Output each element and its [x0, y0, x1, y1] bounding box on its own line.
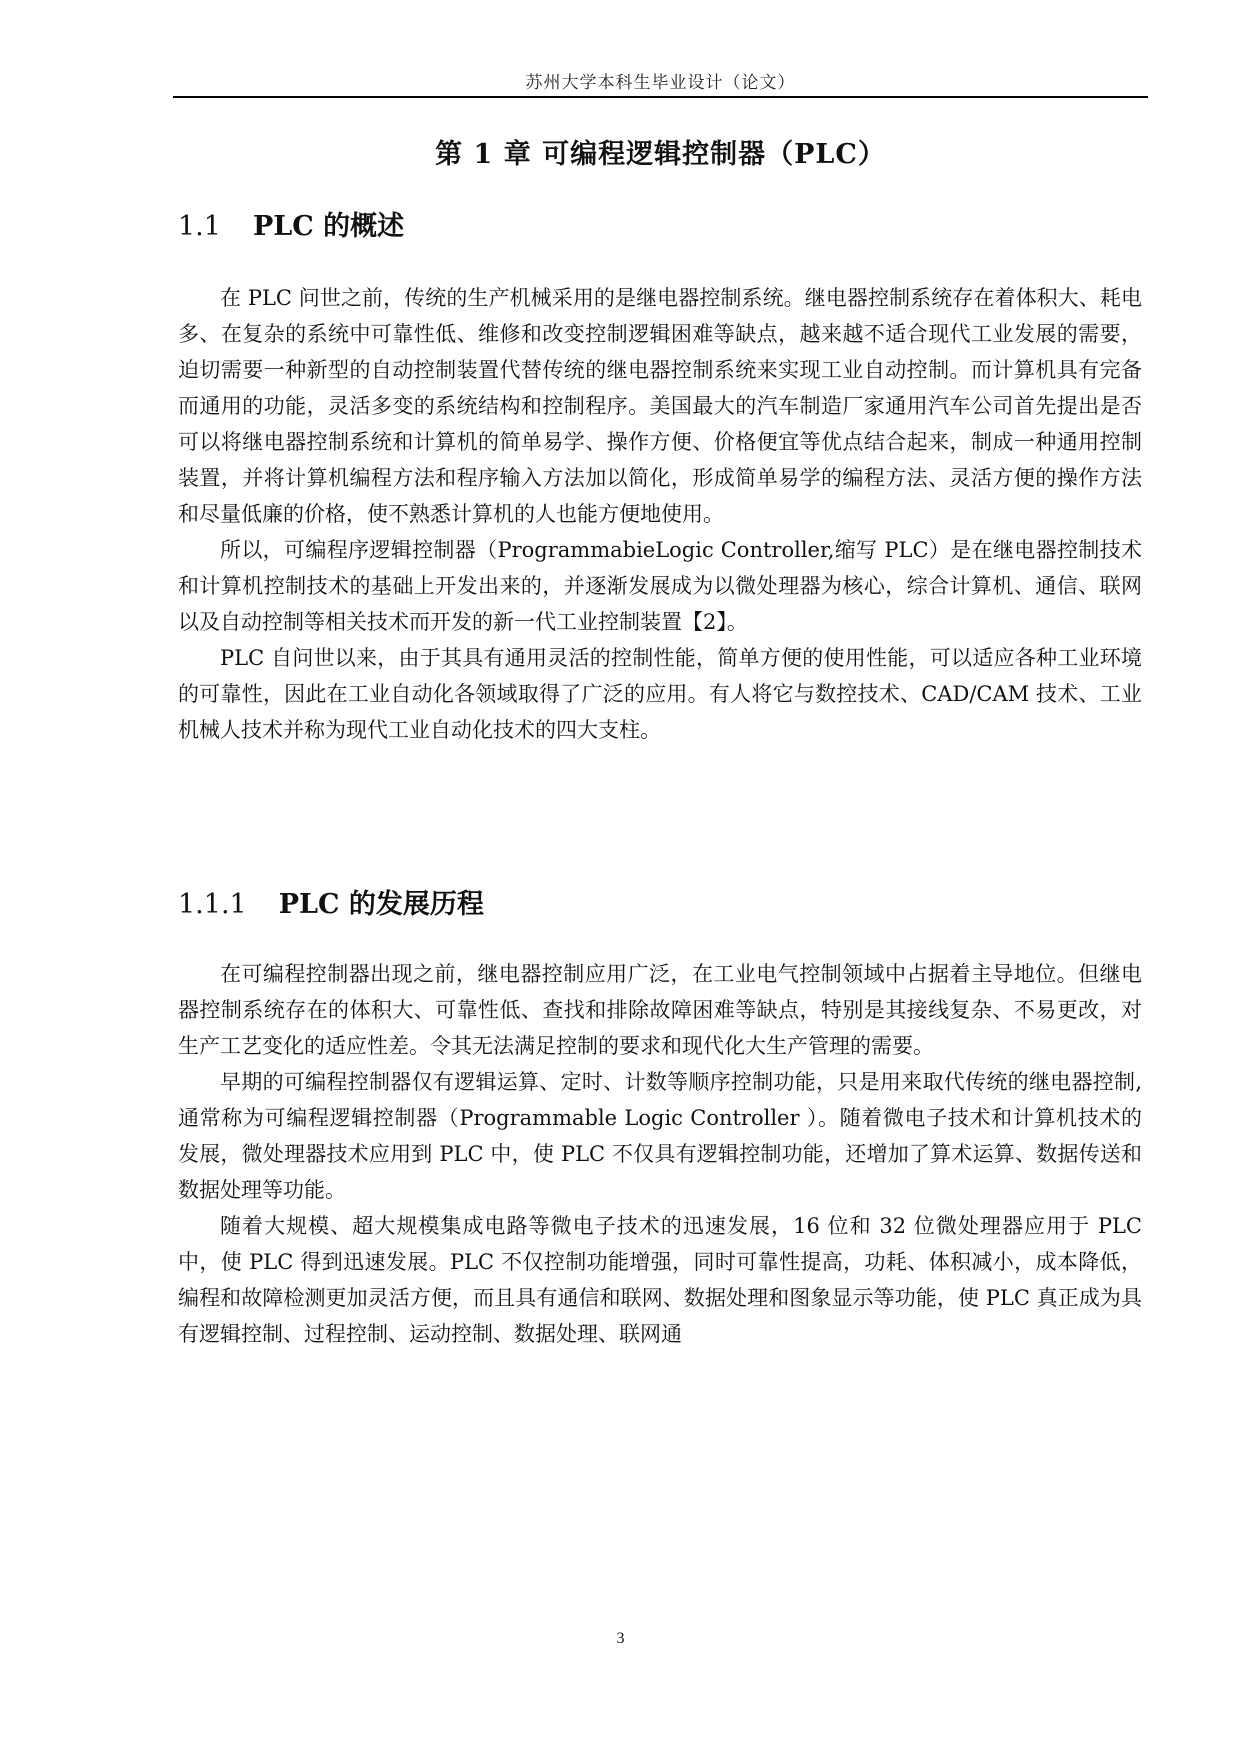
paragraph: 所以，可编程序逻辑控制器（ProgrammabieLogic Controller,缩写 PLC）是在继电器控制技术和计算机控制技术的基础上开发出来的，并逐渐发展成为以微处理器为核心，综合计算机、通信、联网以及自动控制等相关技术而开发的新一代工业控制装置【2】。: [178, 538, 1142, 634]
section-number: 1.1: [178, 211, 221, 242]
section-1-1-body: [178, 280, 1142, 748]
section-heading-1-1-1: [178, 882, 484, 921]
page-number: 3: [616, 1630, 625, 1647]
section-title: PLC 的发展历程: [278, 889, 484, 920]
section-1-1-1-body: [178, 956, 1142, 1352]
section-title: PLC 的概述: [252, 211, 405, 242]
header-rule: [173, 96, 1148, 98]
paragraph: 在可编程控制器出现之前，继电器控制应用广泛，在工业电气控制领域中占据着主导地位。但继电器控制系统存在的体积大、可靠性低、查找和排除故障困难等缺点，特别是其接线复杂、不易更改，对生产工艺变化的适应性差。令其无法满足控制的要求和现代化大生产管理的需要。: [178, 962, 1142, 1058]
section-heading-1-1: [178, 204, 404, 243]
paragraph: 在 PLC 问世之前，传统的生产机械采用的是继电器控制系统。继电器控制系统存在着体积大、耗电多、在复杂的系统中可靠性低、维修和改变控制逻辑困难等缺点，越来越不适合现代工业发展的需要，迫切需要一种新型的自动控制装置代替传统的继电器控制系统来实现工业自动控制。而计算机具有完备而通用的功能，灵活多变的系统结构和控制程序。美国最大的汽车制造厂家通用汽车公司首先提出是否可以将继电器控制系统和计算机的简单易学、操作方便、价格便宜等优点结合起来，制成一种通用控制装置，并将计算机编程方法和程序输入方法加以简化，形成简单易学的编程方法、灵活方便的操作方法和尽量低廉的价格，使不熟悉计算机的人也能方便地使用。: [178, 286, 1142, 526]
paragraph: 早期的可编程控制器仅有逻辑运算、定时、计数等顺序控制功能，只是用来取代传统的继电器控制,通常称为可编程逻辑控制器（Programmable Logic Controller ）。随着微电子技术和计算机技术的发展，微处理器技术应用到 PLC 中，使 PLC 不仅具有逻辑控制功能，还增加了算术运算、数据传送和数据处理等功能。: [178, 1070, 1142, 1202]
paragraph: PLC 自问世以来，由于其具有通用灵活的控制性能，简单方便的使用性能，可以适应各种工业环境的可靠性，因此在工业自动化各领域取得了广泛的应用。有人将它与数控技术、CAD/CAM 技术、工业机械人技术并称为现代工业自动化技术的四大支柱。: [178, 646, 1142, 742]
section-number: 1.1.1: [178, 889, 247, 920]
running-header: 苏州大学本科生毕业设计（论文）: [525, 73, 796, 92]
chapter-title: 第 1 章 可编程逻辑控制器（PLC）: [435, 139, 886, 170]
paragraph: 随着大规模、超大规模集成电路等微电子技术的迅速发展，16 位和 32 位微处理器应用于 PLC 中，使 PLC 得到迅速发展。PLC 不仅控制功能增强，同时可靠性提高，功耗、体积减小，成本降低，编程和故障检测更加灵活方便，而且具有通信和联网、数据处理和图象显示等功能，使 PLC 真正成为具有逻辑控制、过程控制、运动控制、数据处理、联网通: [178, 1214, 1142, 1346]
